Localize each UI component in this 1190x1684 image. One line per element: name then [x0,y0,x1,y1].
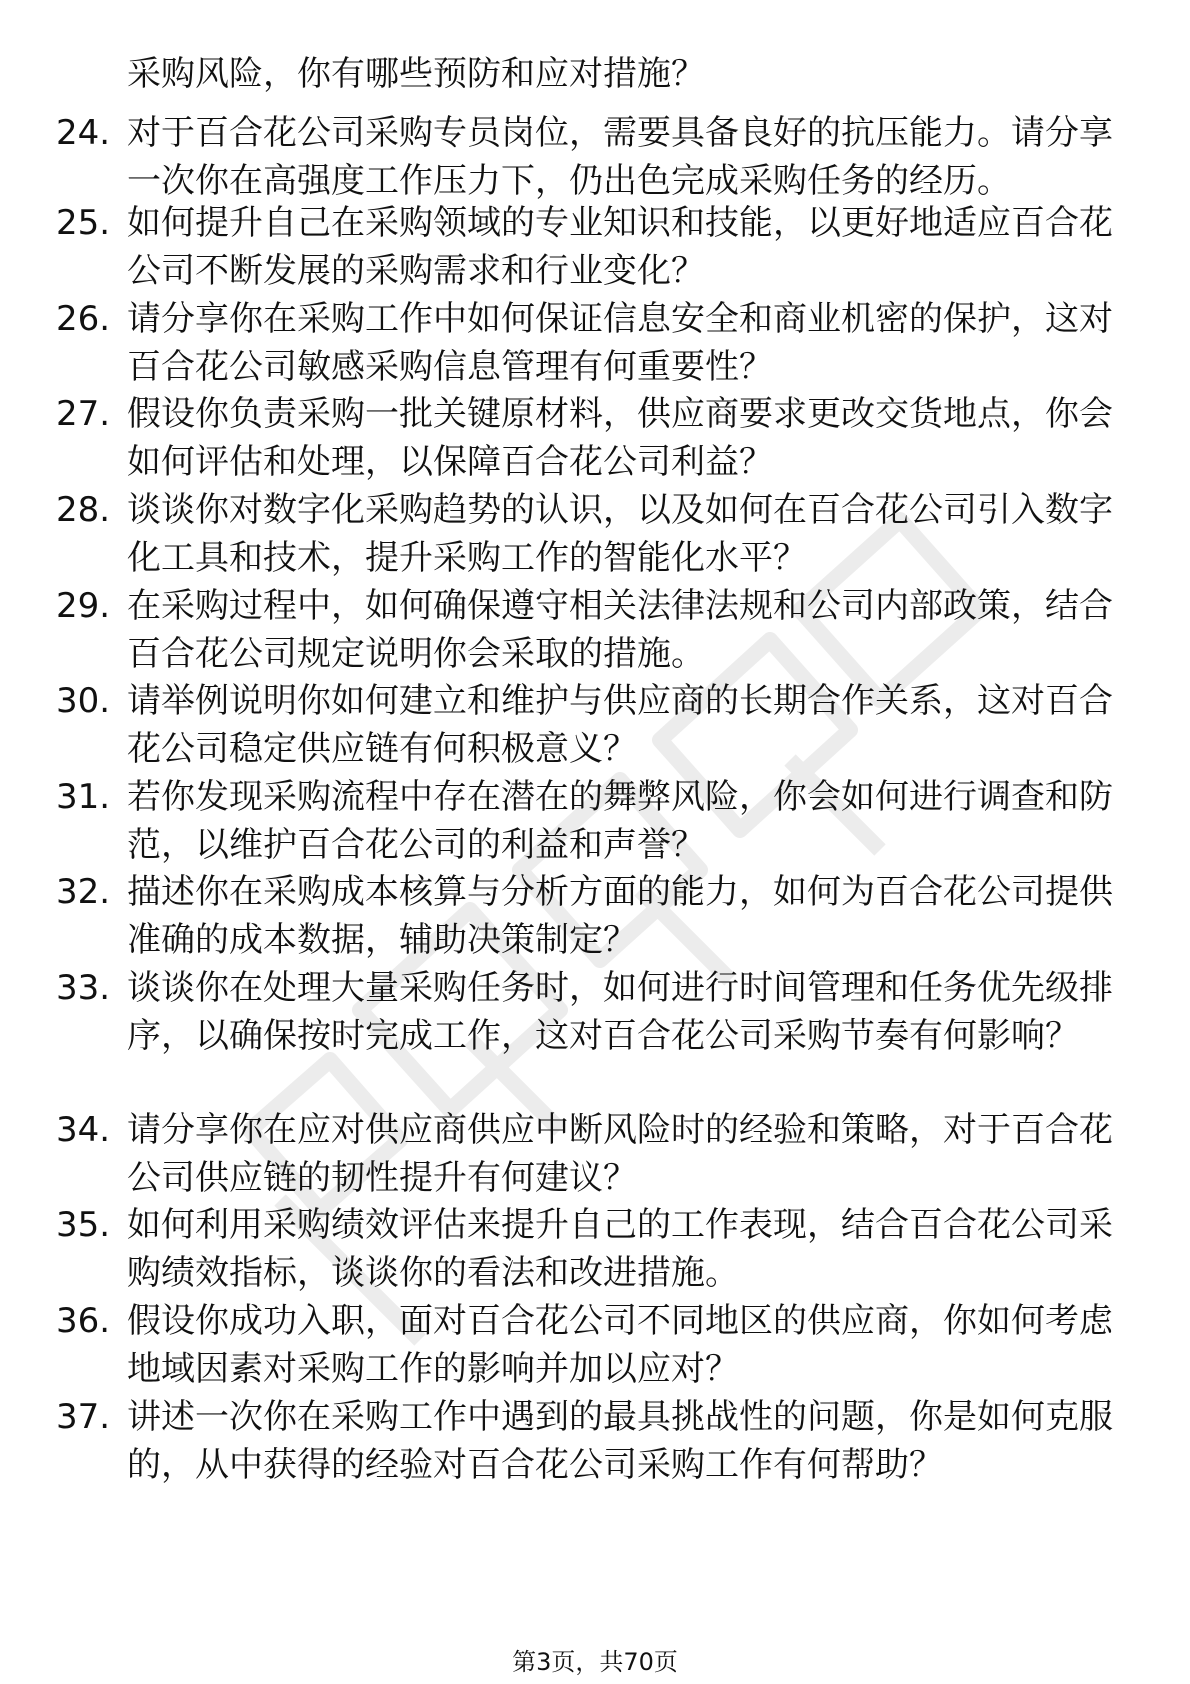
question-number: 34. [56,1110,111,1150]
question-number: 36. [56,1301,111,1341]
question-text: 谈谈你在处理大量采购任务时，如何进行时间管理和任务优先级排序，以确保按时完成工作，这对百合花公司采购节奏有何影响？ [127,968,1113,1056]
question-text: 描述你在采购成本核算与分析方面的能力，如何为百合花公司提供准确的成本数据，辅助决策制定？ [127,872,1113,960]
page-footer: 第3页，共70页 [512,1648,678,1676]
question-number: 27. [56,394,111,434]
question-text: 请分享你在应对供应商供应中断风险时的经验和策略，对于百合花公司供应链的韧性提升有何建议？ [127,1110,1113,1198]
question-number: 24. [56,113,111,153]
question-number: 33. [56,968,111,1008]
question-number: 28. [56,490,111,530]
question-number: 31. [56,777,111,817]
question-text: 若你发现采购流程中存在潜在的舞弊风险，你会如何进行调查和防范，以维护百合花公司的利益和声誉？ [127,777,1113,865]
question-number: 35. [56,1205,111,1245]
question-text: 假设你成功入职，面对百合花公司不同地区的供应商，你如何考虑地域因素对采购工作的影响并加以应对？ [127,1301,1113,1389]
question-text: 讲述一次你在采购工作中遇到的最具挑战性的问题，你是如何克服的，从中获得的经验对百合花公司采购工作有何帮助？ [127,1397,1113,1485]
question-number: 32. [56,872,111,912]
question-text: 假设你负责采购一批关键原材料，供应商要求更改交货地点，你会如何评估和处理，以保障百合花公司利益？ [127,394,1113,482]
continuation-text: 采购风险，你有哪些预防和应对措施？ [127,54,705,94]
question-number: 25. [56,203,111,243]
question-text: 如何利用采购绩效评估来提升自己的工作表现，结合百合花公司采购绩效指标，谈谈你的看法和改进措施。 [127,1205,1113,1293]
question-text: 谈谈你对数字化采购趋势的认识，以及如何在百合花公司引入数字化工具和技术，提升采购工作的智能化水平？ [127,490,1113,578]
question-text: 请举例说明你如何建立和维护与供应商的长期合作关系，这对百合花公司稳定供应链有何积极意义？ [127,681,1113,769]
question-text: 请分享你在采购工作中如何保证信息安全和商业机密的保护，这对百合花公司敏感采购信息管理有何重要性？ [127,299,1113,387]
question-text: 对于百合花公司采购专员岗位，需要具备良好的抗压能力。请分享一次你在高强度工作压力下，仍出色完成采购任务的经历。 [127,113,1113,201]
question-text: 如何提升自己在采购领域的专业知识和技能，以更好地适应百合花公司不断发展的采购需求和行业变化？ [127,203,1113,291]
question-number: 26. [56,299,111,339]
question-number: 30. [56,681,111,721]
question-number: 29. [56,586,111,626]
question-number: 37. [56,1397,111,1437]
question-text: 在采购过程中，如何确保遵守相关法律法规和公司内部政策，结合百合花公司规定说明你会采取的措施。 [127,586,1113,674]
